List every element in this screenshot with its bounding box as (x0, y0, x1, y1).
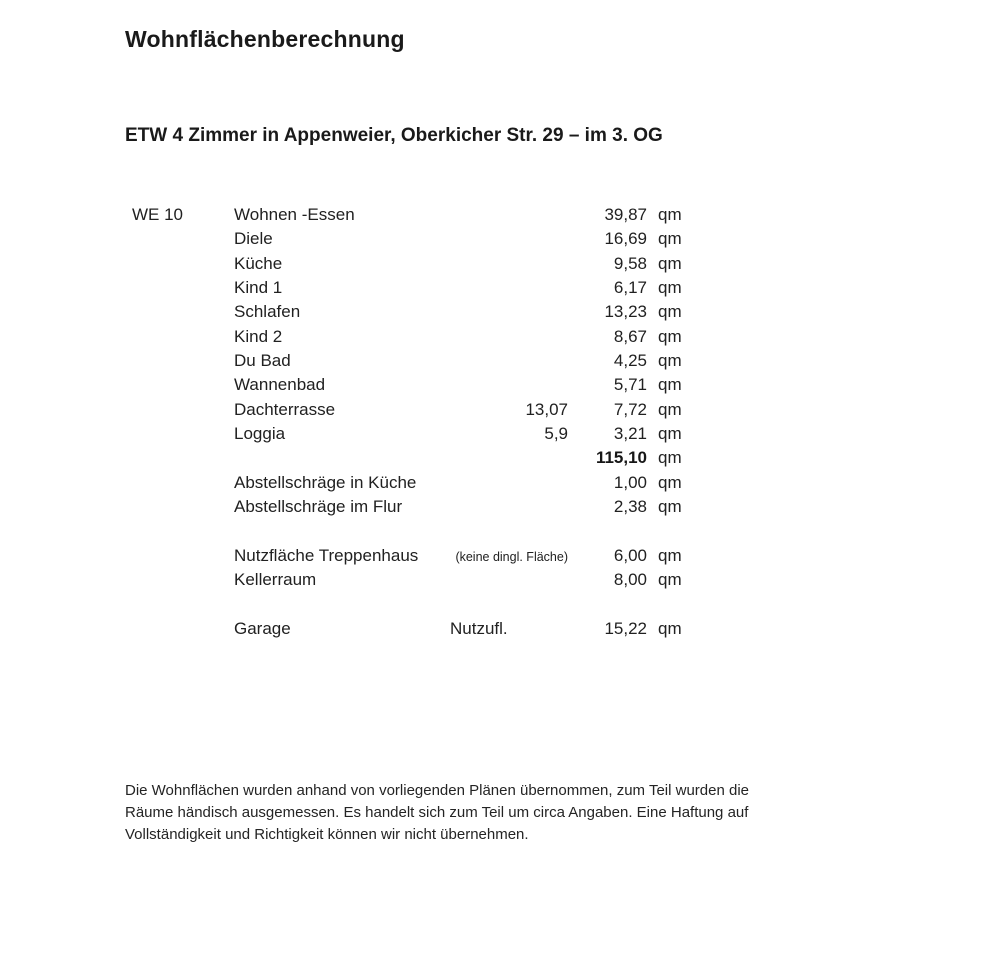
area-value-cell: 8,67 (613, 326, 647, 346)
room-name-cell: Dachterrasse (234, 399, 336, 419)
table-row (125, 495, 725, 519)
room-name-cell: Abstellschräge im Flur (234, 497, 403, 517)
table-row (125, 568, 725, 592)
property-subtitle: ETW 4 Zimmer in Appenweier, Oberkicher Str. 29 – im 3. OG (125, 125, 663, 146)
room-name-cell: Wannenbad (234, 375, 326, 395)
area-value-cell: 3,21 (613, 424, 647, 444)
unit-cell: qm (658, 399, 682, 419)
table-row (125, 519, 725, 543)
aux-value-cell: 5,9 (544, 424, 568, 444)
aux-value-cell: Nutzufl. (450, 618, 508, 638)
unit-cell: qm (658, 375, 682, 395)
area-value-cell: 4,25 (613, 351, 647, 371)
disclaimer-paragraph (125, 780, 749, 846)
area-value-cell: 6,00 (613, 545, 647, 565)
area-value-cell: 39,87 (604, 205, 647, 224)
unit-cell: qm (658, 424, 682, 444)
table-row (125, 276, 725, 300)
unit-cell: qm (658, 472, 682, 492)
unit-cell: qm (658, 570, 682, 590)
disclaimer-line: Die Wohnflächen wurden anhand von vorliegenden Plänen übernommen, zum Teil wurden die (125, 782, 750, 799)
table-row (125, 617, 725, 641)
unit-cell: qm (658, 205, 682, 224)
area-value-cell: 7,72 (613, 399, 647, 419)
room-name-cell: Küche (234, 253, 283, 273)
room-name-cell: Loggia (234, 424, 286, 444)
area-value-cell: 15,22 (604, 618, 647, 638)
table-row (125, 373, 725, 397)
area-value-cell: 8,00 (613, 570, 647, 590)
room-name-cell: Schlafen (234, 302, 301, 322)
unit-cell: qm (658, 253, 682, 273)
table-row (125, 544, 725, 568)
area-value-cell: 115,10 (595, 448, 647, 468)
table-row (125, 227, 725, 251)
area-value-cell: 9,58 (613, 253, 647, 273)
room-name-cell: Kind 2 (234, 326, 283, 346)
room-name-cell: Kellerraum (234, 570, 317, 590)
table-row (125, 300, 725, 324)
document-title: Wohnflächenberechnung (125, 26, 405, 52)
area-value-cell: 5,71 (613, 375, 647, 395)
area-value-cell: 1,00 (613, 472, 647, 492)
unit-cell: qm (658, 618, 682, 638)
room-name-cell: Garage (234, 618, 291, 638)
table-row (125, 471, 725, 495)
unit-cell: qm (658, 326, 682, 346)
unit-cell: qm (658, 545, 682, 565)
aux-value-cell: (keine dingl. Fläche) (455, 549, 568, 564)
disclaimer-line: Vollständigkeit und Richtigkeit können wir nicht übernehmen. (125, 826, 529, 843)
room-name-cell: Nutzfläche Treppenhaus (234, 545, 419, 565)
disclaimer-line: Räume händisch ausgemessen. Es handelt sich zum Teil um circa Angaben. Eine Haftung auf (125, 804, 749, 821)
area-value-cell: 16,69 (604, 229, 647, 249)
room-name-cell: Abstellschräge in Küche (234, 472, 417, 492)
area-table (125, 203, 725, 641)
table-row (125, 349, 725, 373)
unit-cell: qm (658, 448, 682, 468)
table-row (125, 203, 725, 227)
table-row (125, 446, 725, 470)
area-value-cell: 6,17 (613, 278, 647, 298)
table-row (125, 252, 725, 276)
room-name-cell: Diele (234, 229, 273, 249)
unit-cell: qm (658, 278, 682, 298)
unit-cell: qm (658, 229, 682, 249)
table-row (125, 398, 725, 422)
area-value-cell: 13,23 (604, 302, 647, 322)
room-name-cell: Kind 1 (234, 278, 283, 298)
table-row (125, 325, 725, 349)
table-row (125, 422, 725, 446)
room-name-cell: Wohnen -Essen (234, 205, 355, 224)
unit-cell: qm (658, 351, 682, 371)
area-value-cell: 2,38 (613, 497, 647, 517)
aux-value-cell: 13,07 (525, 399, 568, 419)
unit-cell: qm (658, 497, 682, 517)
table-row (125, 593, 725, 617)
room-name-cell: Du Bad (234, 351, 291, 371)
unit-cell: qm (658, 302, 682, 322)
unit-id-cell: WE 10 (132, 205, 184, 224)
